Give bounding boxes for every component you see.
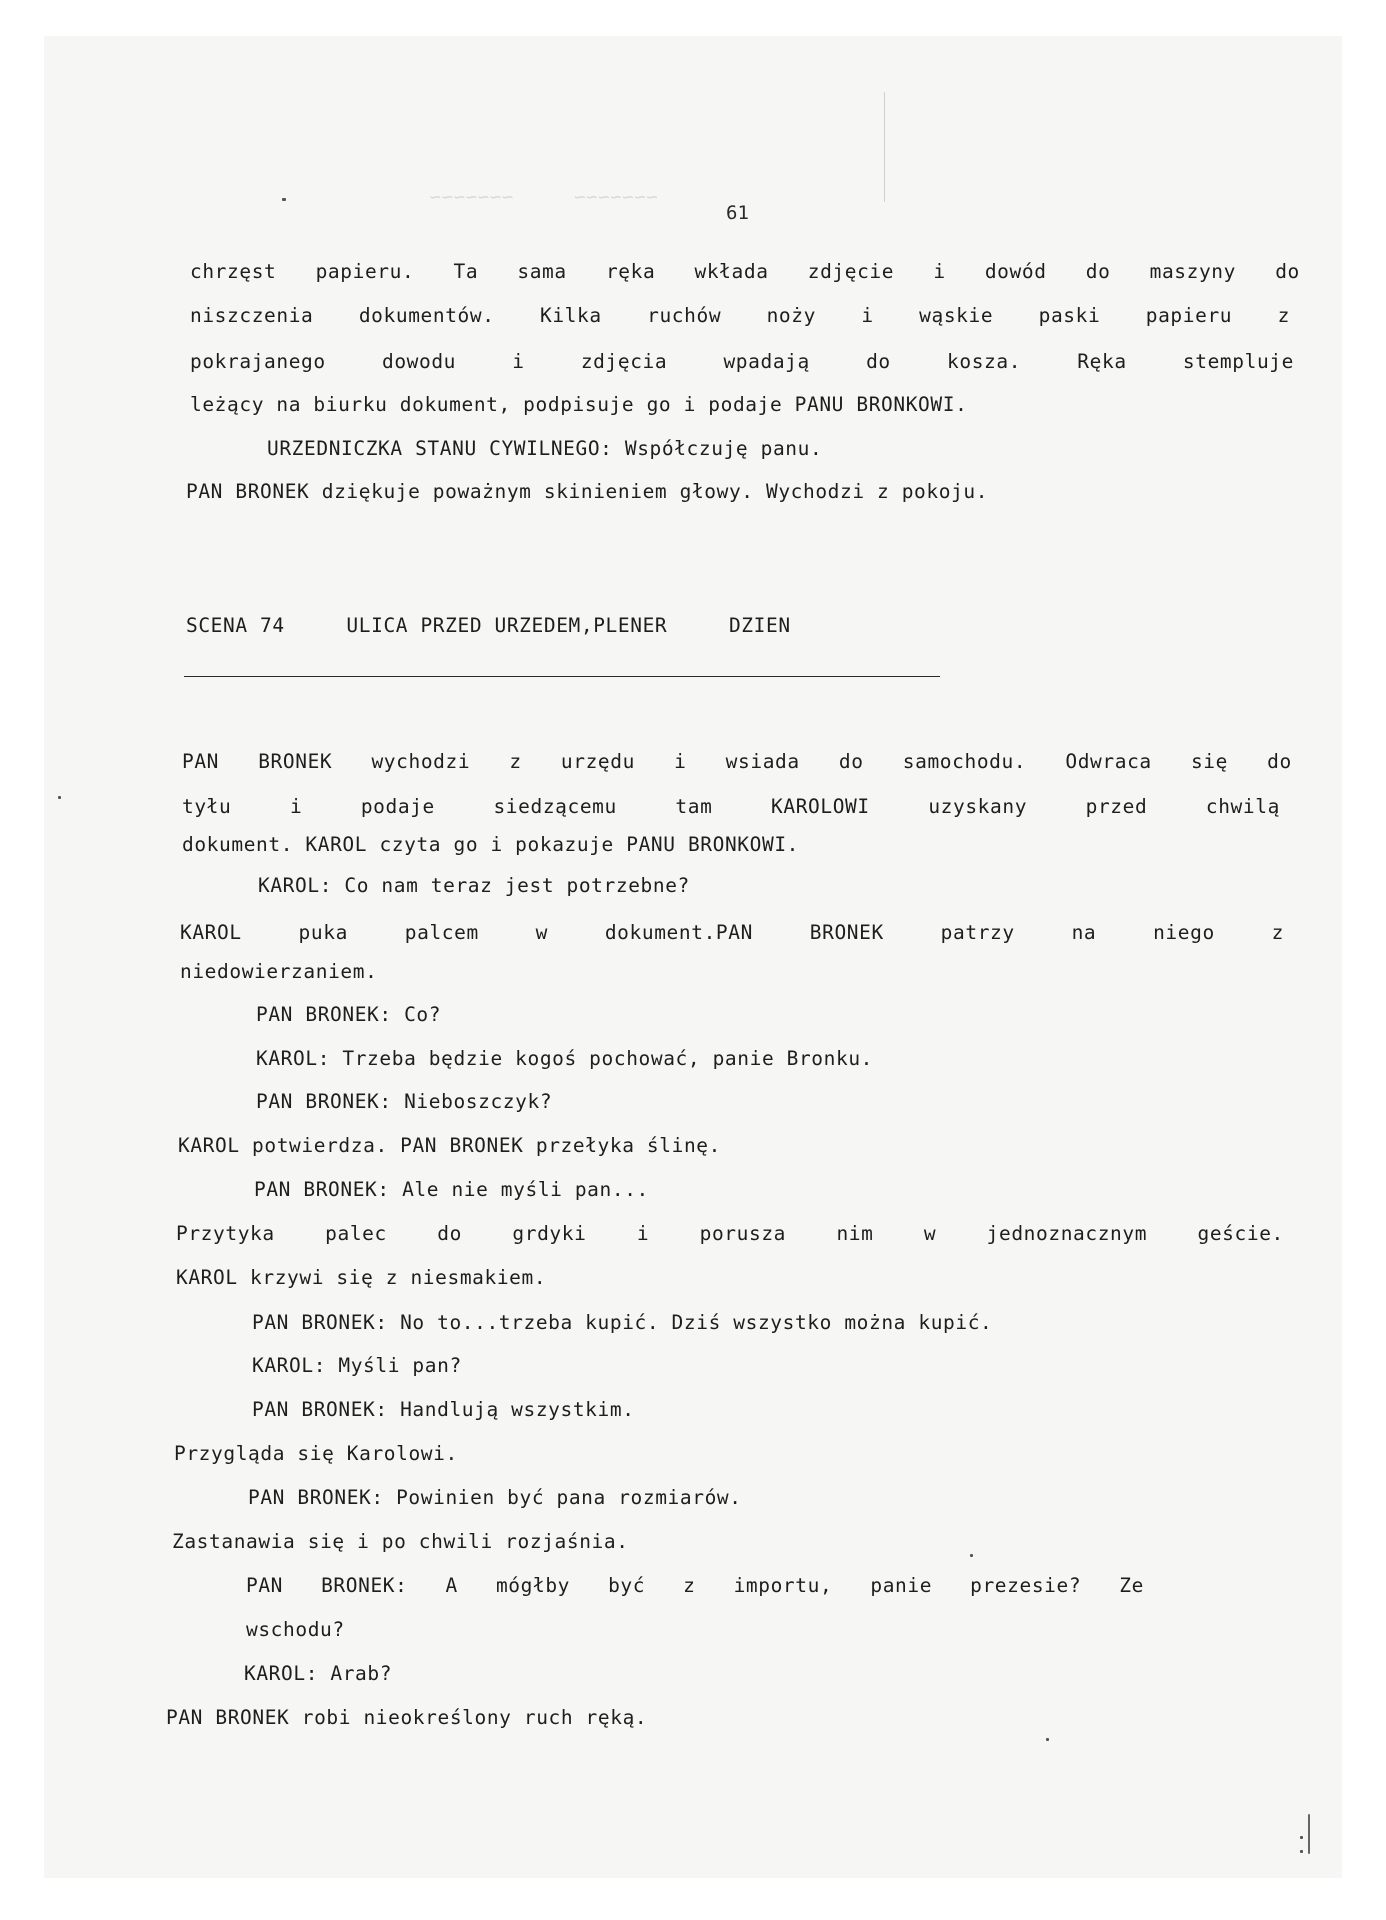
word: i — [636, 1222, 650, 1245]
text-line: Przygląda się Karolowi. — [174, 1442, 458, 1465]
word: do — [838, 750, 864, 773]
word: się — [1190, 750, 1228, 773]
text-line — [182, 750, 1292, 774]
scan-speck — [884, 92, 885, 202]
dialogue-line: URZEDNICZKA STANU CYWILNEGO: Współczuję panu. — [267, 437, 823, 460]
word: jednoznacznym — [986, 1222, 1148, 1245]
word: niszczenia — [190, 304, 314, 327]
scene-heading: SCENA 74 ULICA PRZED URZEDEM,PLENER DZIEN — [186, 614, 791, 637]
dialogue-line: wschodu? — [246, 1618, 345, 1641]
word: pokrajanego — [190, 350, 326, 373]
word: podaje — [360, 795, 435, 818]
dialogue-line — [246, 1574, 1144, 1598]
word: geście. — [1197, 1222, 1284, 1245]
word: z — [1271, 921, 1284, 944]
word: dokument.PAN — [604, 921, 753, 944]
word: i — [289, 795, 303, 818]
word: do — [866, 350, 891, 373]
word: papieru — [1145, 304, 1233, 327]
word: Ze — [1119, 1574, 1144, 1597]
word: paski — [1038, 304, 1101, 327]
word: do — [1085, 260, 1111, 283]
word: dowodu — [381, 350, 457, 373]
word: palcem — [404, 921, 479, 944]
word: dowód — [984, 260, 1047, 283]
word: noży — [766, 304, 816, 327]
word: w — [535, 921, 548, 944]
text-line — [182, 795, 1280, 819]
word: PAN — [182, 750, 220, 773]
scan-speck — [282, 198, 286, 201]
word: grdyki — [512, 1222, 587, 1245]
text-line: niedowierzaniem. — [180, 960, 378, 983]
dialogue-line: KAROL: Trzeba będzie kogoś pochować, panie Bronku. — [256, 1047, 873, 1070]
dialogue-line: KAROL: Arab? — [244, 1662, 393, 1685]
word: i — [674, 750, 687, 773]
word: Ta — [453, 260, 479, 283]
word: do — [1275, 260, 1300, 283]
word: i — [512, 350, 525, 373]
word: Odwraca — [1065, 750, 1152, 773]
word: Kilka — [540, 304, 602, 327]
text-line — [176, 1222, 1284, 1246]
word: palec — [325, 1222, 387, 1245]
scan-speck — [1300, 1850, 1303, 1853]
dialogue-line: KAROL: Myśli pan? — [252, 1354, 462, 1377]
text-line: PAN BRONEK dziękuje poważnym skinieniem głowy. Wychodzi z pokoju. — [186, 480, 989, 503]
word: Przytyka — [176, 1222, 275, 1245]
word: w — [923, 1222, 937, 1245]
word: PAN — [246, 1574, 284, 1597]
word: porusza — [699, 1222, 787, 1245]
word: do — [1267, 750, 1292, 773]
dialogue-line: PAN BRONEK: Ale nie myśli pan... — [254, 1178, 649, 1201]
word: BRONEK — [258, 750, 333, 773]
word: urzędu — [560, 750, 635, 773]
dialogue-line: PAN BRONEK: No to...trzeba kupić. Dziś wszystko można kupić. — [252, 1311, 993, 1334]
dialogue-line: PAN BRONEK: Handlują wszystkim. — [252, 1398, 635, 1421]
word: KAROL — [180, 921, 242, 944]
word: ruchów — [647, 304, 722, 327]
dialogue-line: PAN BRONEK: Co? — [256, 1003, 442, 1026]
word: A — [445, 1574, 458, 1597]
word: i — [861, 304, 874, 327]
word: do — [437, 1222, 462, 1245]
word: uzyskany — [928, 795, 1028, 818]
word: z — [683, 1574, 696, 1597]
text-line — [190, 350, 1294, 374]
word: stempluje — [1182, 350, 1294, 373]
word: wpadają — [723, 350, 810, 373]
word: maszyny — [1149, 260, 1236, 283]
word: sama — [517, 260, 567, 283]
word: wychodzi — [371, 750, 471, 773]
word: zdjęcie — [807, 260, 895, 283]
text-line: PAN BRONEK robi nieokreślony ruch ręką. — [166, 1706, 648, 1729]
word: dokumentów. — [358, 304, 495, 327]
word: mógłby — [495, 1574, 570, 1597]
dialogue-line: KAROL: Co nam teraz jest potrzebne? — [258, 874, 690, 897]
word: chrzęst — [190, 260, 277, 283]
page-number: 61 — [726, 202, 749, 224]
word: tyłu — [182, 795, 232, 818]
word: wąskie — [919, 304, 994, 327]
word: niego — [1153, 921, 1215, 944]
word: być — [608, 1574, 646, 1597]
text-line — [190, 260, 1300, 284]
word: KAROLOWI — [771, 795, 870, 818]
text-line — [190, 304, 1290, 328]
word: BRONEK — [809, 921, 884, 944]
word: z — [1277, 304, 1290, 327]
text-line: Zastanawia się i po chwili rozjaśnia. — [172, 1530, 629, 1553]
word: tam — [675, 795, 713, 818]
word: patrzy — [940, 921, 1015, 944]
text-line: leżący na biurku dokument, podpisuje go i podaje PANU BRONKOWI. — [190, 393, 968, 416]
word: ręka — [605, 260, 656, 283]
word: importu, — [733, 1574, 833, 1597]
word: puka — [298, 921, 348, 944]
word: i — [933, 260, 946, 283]
word: wkłada — [694, 260, 769, 283]
word: chwilą — [1205, 795, 1280, 818]
word: panie — [870, 1574, 933, 1597]
text-line: KAROL krzywi się z niesmakiem. — [176, 1266, 547, 1289]
text-line: dokument. KAROL czyta go i pokazuje PANU BRONKOWI. — [182, 833, 799, 856]
word: na — [1071, 921, 1097, 944]
word: BRONEK: — [321, 1574, 408, 1597]
word: wsiada — [725, 750, 800, 773]
word: papieru. — [315, 260, 415, 283]
text-line: KAROL potwierdza. PAN BRONEK przełyka ślinę. — [178, 1134, 721, 1157]
word: Ręka — [1077, 350, 1127, 373]
text-line — [180, 921, 1284, 945]
word: z — [509, 750, 522, 773]
scan-speck — [970, 1554, 973, 1557]
word: przed — [1085, 795, 1148, 818]
scan-speck — [58, 796, 61, 799]
scan-speck — [1300, 1836, 1303, 1839]
scan-speck — [1046, 1738, 1049, 1741]
dialogue-line: PAN BRONEK: Powinien być pana rozmiarów. — [248, 1486, 742, 1509]
word: siedzącemu — [493, 795, 617, 818]
document-page — [44, 36, 1342, 1878]
word: prezesie? — [970, 1574, 1082, 1597]
word: nim — [836, 1222, 874, 1245]
word: samochodu. — [902, 750, 1027, 773]
bleed-through-text: ~~~~~~~ ~~~~~~~ — [429, 186, 658, 208]
word: kosza. — [947, 350, 1022, 373]
word: zdjęcia — [580, 350, 668, 373]
dialogue-line: PAN BRONEK: Nieboszczyk? — [256, 1090, 553, 1113]
scene-heading-underline — [184, 676, 940, 677]
scan-speck — [1308, 1814, 1310, 1854]
